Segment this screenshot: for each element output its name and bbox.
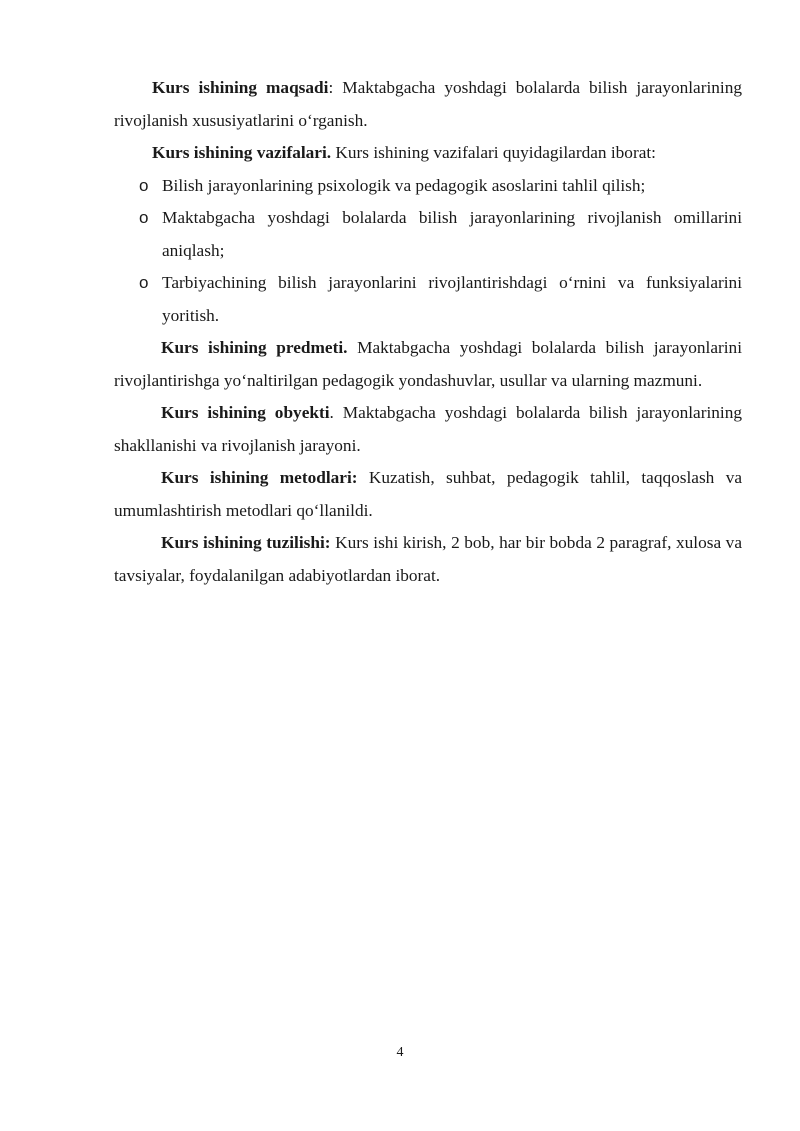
object-text: Maktabgacha yoshdagi bolalarda bilish jarayonlarining shakllanishi va rivojlanish jarayoni. (114, 403, 743, 455)
subject-text: Maktabgacha yoshdagi bolalarda bilish jarayonlarini rivojlantirishga yo‘naltirilgan pedagogik yondashuvlar, usullar va ularning mazmuni. (114, 338, 742, 390)
paragraph-structure (114, 527, 742, 592)
list-item (114, 202, 742, 267)
paragraph-goal (114, 72, 742, 137)
paragraph-methods (114, 462, 742, 527)
tasks-label: Kurs ishining vazifalari. (152, 143, 332, 162)
paragraph-object (114, 397, 742, 462)
object-label: Kurs ishining obyekti (161, 403, 330, 422)
bullet-marker: o (139, 273, 149, 292)
page-number: 4 (396, 1045, 404, 1060)
list-item (114, 170, 742, 203)
document-body (114, 72, 742, 592)
methods-label: Kurs ishining metodlari: (161, 468, 358, 487)
subject-label: Kurs ishining predmeti. (161, 338, 348, 357)
structure-text: Kurs ishi kirish, 2 bob, har bir bobda 2 paragraf, xulosa va tavsiyalar, foydalanilgan adabiyotlardan iborat. (114, 533, 742, 585)
goal-separator: : (328, 78, 334, 97)
tasks-list (114, 170, 742, 333)
list-item-text: Maktabgacha yoshdagi bolalarda bilish jarayonlarining rivojlanish omillarini aniqlash; (162, 208, 742, 260)
methods-text: Kuzatish, suhbat, pedagogik tahlil, taqqoslash va umumlashtirish metodlari qo‘llanildi. (114, 468, 742, 520)
bullet-marker: o (139, 208, 149, 227)
goal-text: Maktabgacha yoshdagi bolalarda bilish jarayonlarining rivojlanish xususiyatlarini o‘rganish. (114, 78, 742, 130)
paragraph-tasks (114, 137, 742, 170)
tasks-intro: Kurs ishining vazifalari quyidagilardan iborat: (331, 143, 656, 162)
structure-label: Kurs ishining tuzilishi: (161, 533, 331, 552)
paragraph-subject (114, 332, 742, 397)
list-item (114, 267, 742, 332)
list-item-text: Bilish jarayonlarining psixologik va pedagogik asoslarini tahlil qilish; (162, 175, 646, 195)
bullet-marker: o (139, 175, 149, 195)
goal-label: Kurs ishining maqsadi (152, 78, 329, 97)
list-item-text: Tarbiyachining bilish jarayonlarini rivojlantirishdagi o‘rnini va funksiyalarini yoritish. (162, 273, 742, 325)
object-separator: . (329, 403, 334, 422)
